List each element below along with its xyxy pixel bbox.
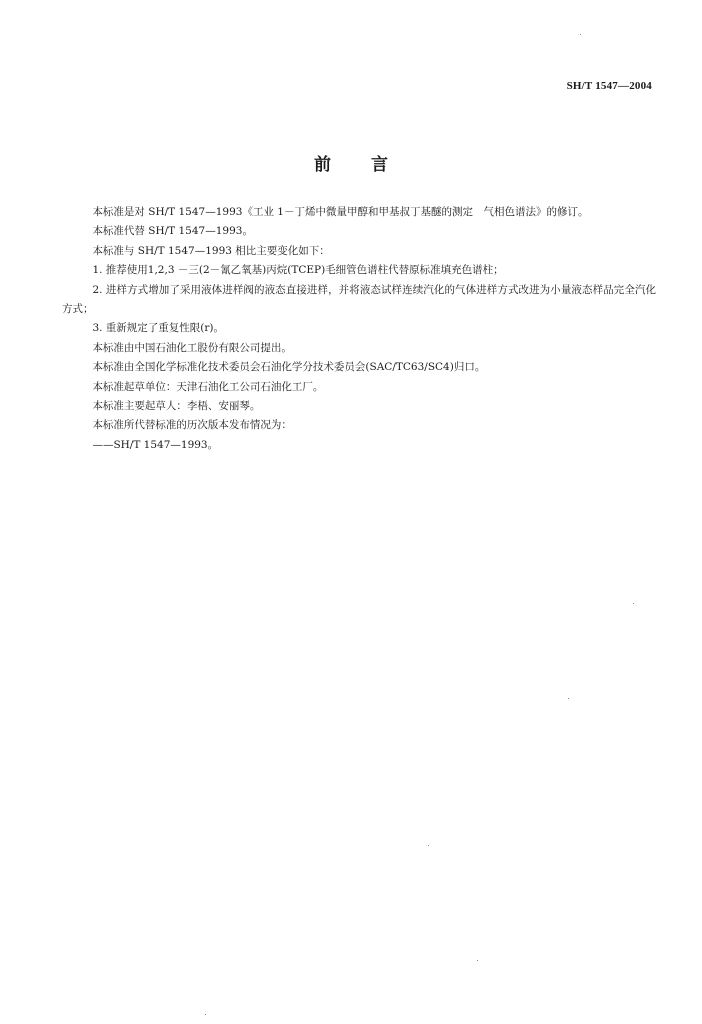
scan-speck: [633, 603, 634, 604]
scan-speck: [568, 698, 569, 699]
history-list-item: ——SH/T 1547—1993。: [92, 438, 219, 451]
foreword-body: [62, 203, 656, 455]
paragraph-drafters: 本标准主要起草人：李梧、安丽琴。: [92, 400, 261, 413]
paragraph-change-3: 3. 重新规定了重复性限(r)。: [92, 322, 225, 335]
scan-speck: [580, 34, 581, 35]
paragraph-replaces: 本标准代替 SH/T 1547—1993。: [92, 225, 253, 238]
standard-code: SH/T 1547—2004: [566, 80, 652, 92]
paragraph-change-2: 2. 进样方式增加了采用液体进样阀的液态直接进样，并将液态试样连续汽化的气体进样方式改进为小量液态样品完全汽化方式；: [62, 283, 656, 316]
paragraph-revision-note: 本标准是对 SH/T 1547—1993《工业 1－丁烯中微量甲醇和甲基叔丁基醚的测定 气相色谱法》的修订。: [92, 206, 589, 218]
paragraph-changes-intro: 本标准与 SH/T 1547—1993 相比主要变化如下：: [92, 244, 330, 257]
page-title: 前言: [314, 155, 428, 175]
scan-speck: [428, 845, 429, 846]
paragraph-drafting-unit: 本标准起草单位：天津石油化工公司石油化工厂。: [92, 380, 324, 393]
scan-speck: [205, 1014, 206, 1015]
paragraph-history-intro: 本标准所代替标准的历次版本发布情况为：: [92, 419, 292, 432]
paragraph-proposed-by: 本标准由中国石油化工股份有限公司提出。: [92, 341, 292, 354]
scan-speck: [477, 960, 478, 961]
paragraph-change-1: 1. 推荐使用1,2,3 －三(2－氰乙氧基)丙烷(TCEP)毛细管色谱柱代替原标准填充色谱柱；: [92, 264, 504, 277]
paragraph-centralized-by: 本标准由全国化学标准化技术委员会石油化学分技术委员会(SAC/TC63/SC4)归口。: [92, 361, 486, 374]
